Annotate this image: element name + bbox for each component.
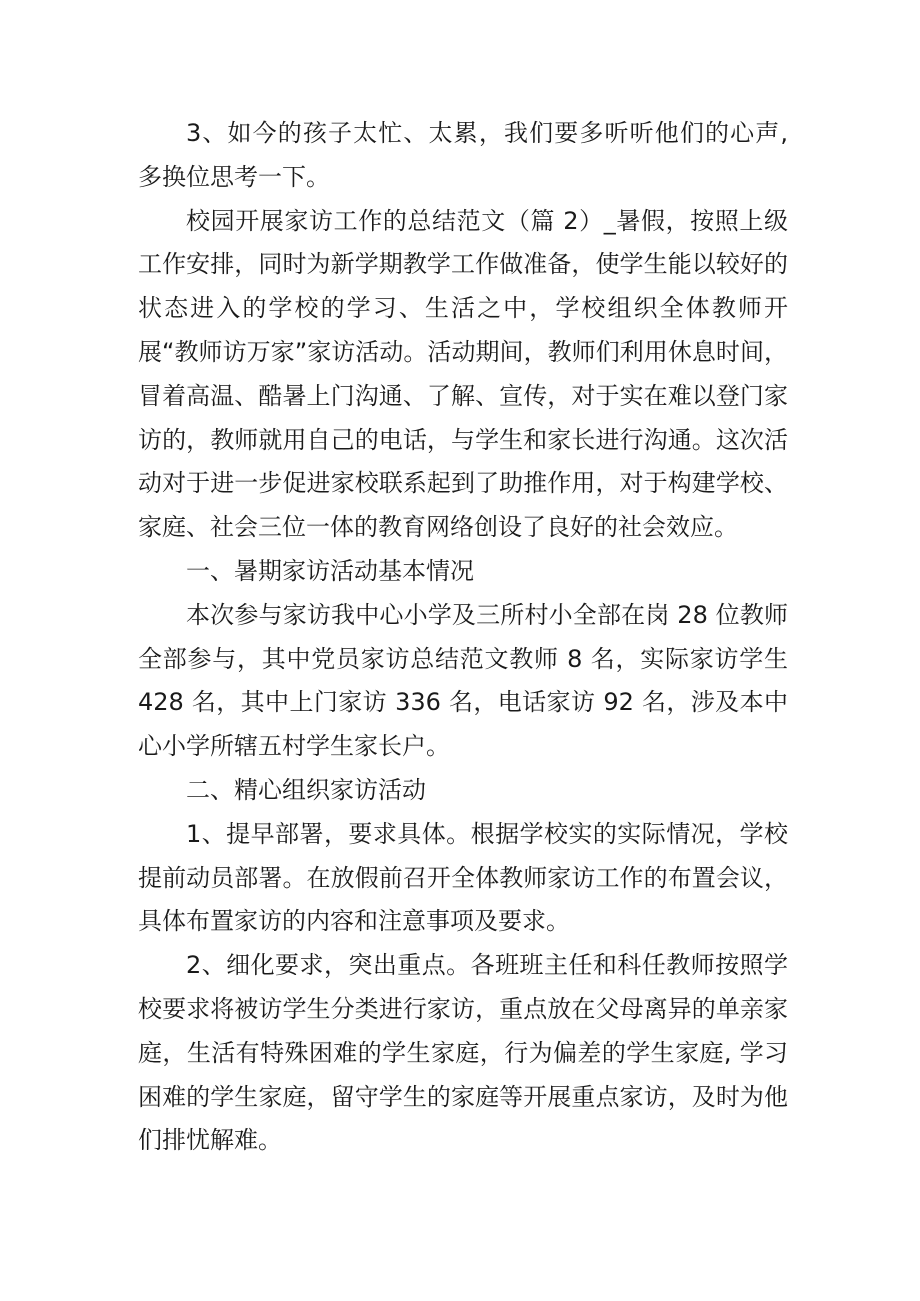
document-body — [138, 112, 788, 1163]
section-heading-2: 二、精心组织家访活动 — [186, 775, 426, 804]
section-heading-1: 一、暑期家访活动基本情况 — [186, 556, 474, 585]
paragraph-basic-situation: 本次参与家访我中心小学及三所村小全部在岗 28 位教师全部参与，其中党员家访总结范文教师 8 名，实际家访学生 428 名，其中上门家访 336 名，电话家访 92 名，涉及本中心小学所辖五村学生家长户。 — [138, 600, 788, 761]
paragraph-tip-3: 3、如今的孩子太忙、太累，我们要多听听他们的心声, 多换位思考一下。 — [138, 119, 788, 191]
paragraph-item-1: 1、提早部署，要求具体。根据学校实的实际情况，学校提前动员部署。在放假前召开全体教师家访工作的布置会议，具体布置家访的内容和注意事项及要求。 — [138, 819, 788, 936]
paragraph-summary-intro: 校园开展家访工作的总结范文（篇 2）_暑假，按照上级工作安排，同时为新学期教学工作做准备，使学生能以较好的状态进入的学校的学习、生活之中，学校组织全体教师开展“教师访万家”家访活动。活动期间，教师们利用休息时间，冒着高温、酷暑上门沟通、了解、宣传，对于实在难以登门家访的，教师就用自己的电话，与学生和家长进行沟通。这次活动对于进一步促进家校联系起到了助推作用，对于构建学校、家庭、社会三位一体的教育网络创设了良好的社会效应。 — [138, 206, 788, 542]
paragraph-item-2: 2、细化要求，突出重点。各班班主任和科任教师按照学校要求将被访学生分类进行家访，重点放在父母离异的单亲家庭，生活有特殊困难的学生家庭，行为偏差的学生家庭, 学习困难的学生家庭，留守学生的家庭等开展重点家访，及时为他们排忧解难。 — [138, 951, 788, 1155]
